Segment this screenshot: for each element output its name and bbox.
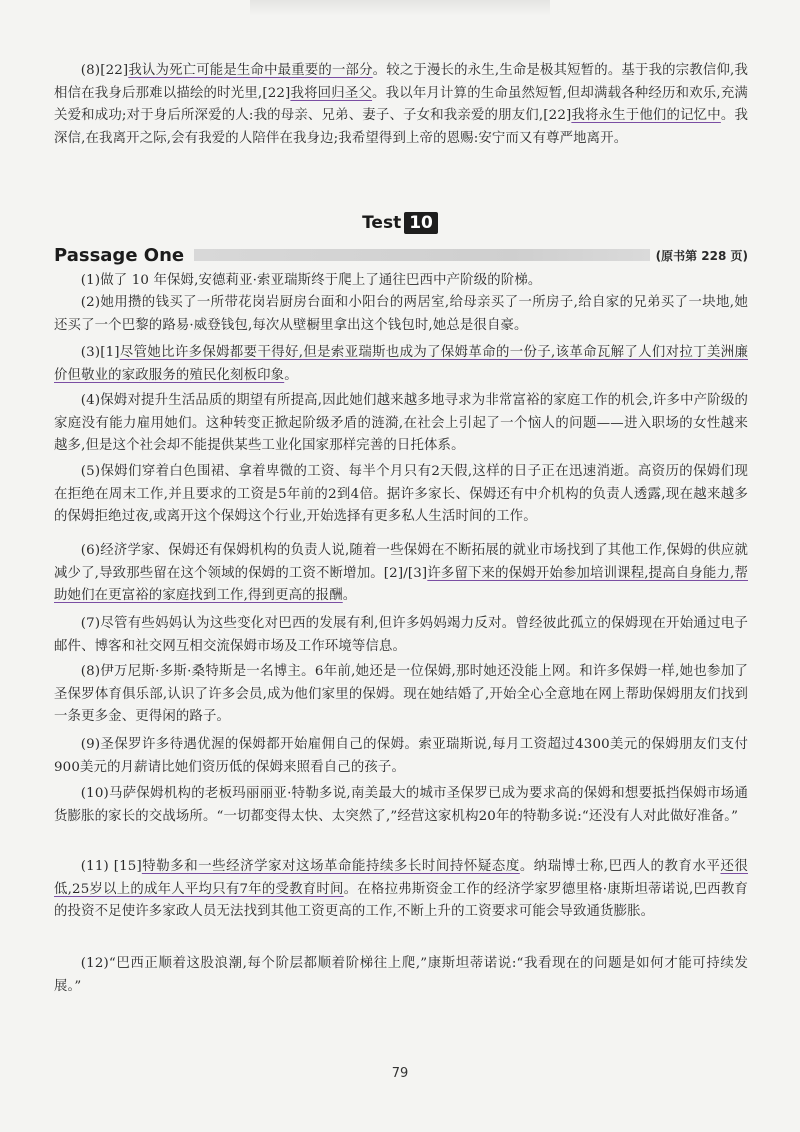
paragraph-5-text: (5)保姆们穿着白色围裙、拿着卑微的工资、每半个月只有2天假,这样的日子正在迅速消逝。高资历的保姆们现在拒绝在周末工作,并且要求的工资是5年前的2到4倍。据许多家长、保姆还有中介机构的负责人透露,现在越来越多的保姆拒绝过夜,或离开这个保姆这个行业,开始选择有更多私人生活时间的工作。	[54, 464, 748, 524]
passage-header	[54, 242, 748, 268]
paragraph-3-text-a: (3)[1]	[80, 345, 120, 360]
paragraph-1-text: (1)做了 10 年保姆,安德莉亚·索亚瑞斯终于爬上了通往巴西中产阶级的阶梯。	[80, 273, 542, 288]
paragraph-8	[54, 661, 748, 729]
paragraph-3	[54, 342, 748, 387]
passage-header-rule	[194, 249, 650, 261]
test-label: Test	[362, 213, 402, 233]
prev-text-2: 。较之于漫长的永生,生命是极其短暂的。基于我的宗教信仰,我相信在我身后那难以描绘的时光里,[22]	[54, 63, 748, 101]
paragraph-8-text: (8)伊万尼斯·多斯·桑特斯是一名博主。6年前,她还是一位保姆,那时她还没能上网。和许多保姆一样,她也参加了圣保罗体育俱乐部,认识了许多会员,成为他们家里的保姆。现在她结婚了,开始全心全意地在网上帮助保姆朋友们找到一条更多金、更得闲的路子。	[54, 664, 748, 724]
test-number-badge: 10	[404, 212, 438, 234]
scan-smudge	[250, 0, 550, 16]
paragraph-11-underline-2: 还很低,25岁以上的成年人平均只有7年的受教育时间	[54, 859, 748, 897]
paragraph-9-text: (9)圣保罗许多待遇优渥的保姆都开始雇佣自己的保姆。索亚瑞斯说,每月工资超过4300美元的保姆朋友们支付900美元的月薪请比她们资历低的保姆来照看自己的孩子。	[54, 737, 748, 775]
source-page-reference: (原书第 228 页)	[655, 248, 748, 263]
prev-underline-2: 我将回归圣父	[290, 85, 373, 101]
paragraph-1	[54, 270, 748, 293]
paragraph-12-text: (12)“巴西正顺着这股浪潮,每个阶层都顺着阶梯往上爬,”康斯坦蒂诺说:“我看现在的问题是如何才能可持续发展。”	[54, 956, 748, 994]
prev-text-3: 。我以年月计算的生命虽然短暂,但却满载各种经历和欢乐,充满关爱和成功;对于身后所深爱的人:我的母亲、兄弟、妻子、子女和我亲爱的朋友们,[22]	[54, 85, 748, 123]
paragraph-6-underline: 许多留下来的保姆开始参加培训课程,提高自身能力,帮助她们在更富裕的家庭找到工作,得到更高的报酬	[54, 565, 748, 603]
previous-paragraph-8	[54, 60, 748, 150]
paragraph-9	[54, 734, 748, 779]
prev-underline-3: 我将永生于他们的记忆中	[571, 108, 721, 123]
paragraph-4	[54, 390, 748, 458]
test-heading	[0, 212, 800, 234]
paragraph-7-text: (7)尽管有些妈妈认为这些变化对巴西的发展有利,但许多妈妈竭力反对。曾经彼此孤立的保姆现在开始通过电子邮件、博客和社交网互相交流保姆市场及工作环境等信息。	[54, 616, 748, 654]
paragraph-11-underline-1: 特勒多和一些经济学家对这场革命能持续多长时间持怀疑态度	[141, 859, 520, 874]
paragraph-10	[54, 783, 748, 828]
page-number: 79	[391, 1066, 409, 1081]
paragraph-2-text: (2)她用攒的钱买了一所带花岗岩厨房台面和小阳台的两居室,给母亲买了一所房子,给自家的兄弟买了一块地,她还买了一个巴黎的路易·威登钱包,每次从壁橱里拿出这个钱包时,她总是很自豪。	[54, 295, 748, 333]
paragraph-12	[54, 953, 748, 998]
paragraph-6-text-b: 。	[342, 588, 357, 603]
paragraph-11-text-b: 。纳瑞博士称,巴西人的教育水平	[519, 859, 721, 874]
prev-underline-1: 我认为死亡可能是生命中最重要的一部分	[128, 63, 373, 78]
paragraph-11-text-c: 。在格拉弗斯资金工作的经济学家罗德里格·康斯坦蒂诺说,巴西教育的投资不足使许多家政人员无法找到其他工资更高的工作,不断上升的工资要求可能会导致通货膨胀。	[54, 881, 748, 919]
paragraph-6	[54, 540, 748, 608]
paragraph-4-text: (4)保姆对提升生活品质的期望有所提高,因此她们越来越多地寻求为非常富裕的家庭工作的机会,许多中产阶级的家庭没有能力雇用她们。这种转变正掀起阶级矛盾的涟漪,在社会上引起了一个恼人的问题——进入职场的女性越来越多,但是这个社会却不能提供某些工业化国家那样完善的日托体系。	[54, 393, 748, 453]
paragraph-3-text-b: 。	[284, 367, 298, 383]
passage-title: Passage One	[54, 244, 185, 266]
paragraph-11-text-a: (11) [15]	[80, 859, 142, 874]
paragraph-7	[54, 613, 748, 658]
paragraph-6-text-a: (6)经济学家、保姆还有保姆机构的负责人说,随着一些保姆在不断拓展的就业市场找到了其他工作,保姆的供应就减少了,导致那些留在这个领域的保姆的工资不断增加。[2]/[3]	[54, 543, 748, 581]
paragraph-5	[54, 461, 748, 529]
paragraph-11	[54, 856, 748, 924]
prev-text-4: 。我深信,在我离开之际,会有我爱的人陪伴在我身边;我希望得到上帝的恩赐:安宁而又有尊严地离开。	[54, 108, 748, 146]
prev-text-1: (8)[22]	[80, 63, 129, 78]
paragraph-2	[54, 292, 748, 337]
paragraph-3-underline: 尽管她比许多保姆都要干得好,但是索亚瑞斯也成为了保姆革命的一份子,该革命瓦解了人们对拉丁美洲廉价但敬业的家政服务的殖民化刻板印象	[54, 345, 748, 383]
paragraph-10-text: (10)马萨保姆机构的老板玛丽丽亚·特勒多说,南美最大的城市圣保罗已成为要求高的保姆和想要抵挡保姆市场通货膨胀的家长的交战场所。“一切都变得太快、太突然了,”经营这家机构20年的特勒多说:“还没有人对此做好准备。”	[54, 786, 748, 824]
